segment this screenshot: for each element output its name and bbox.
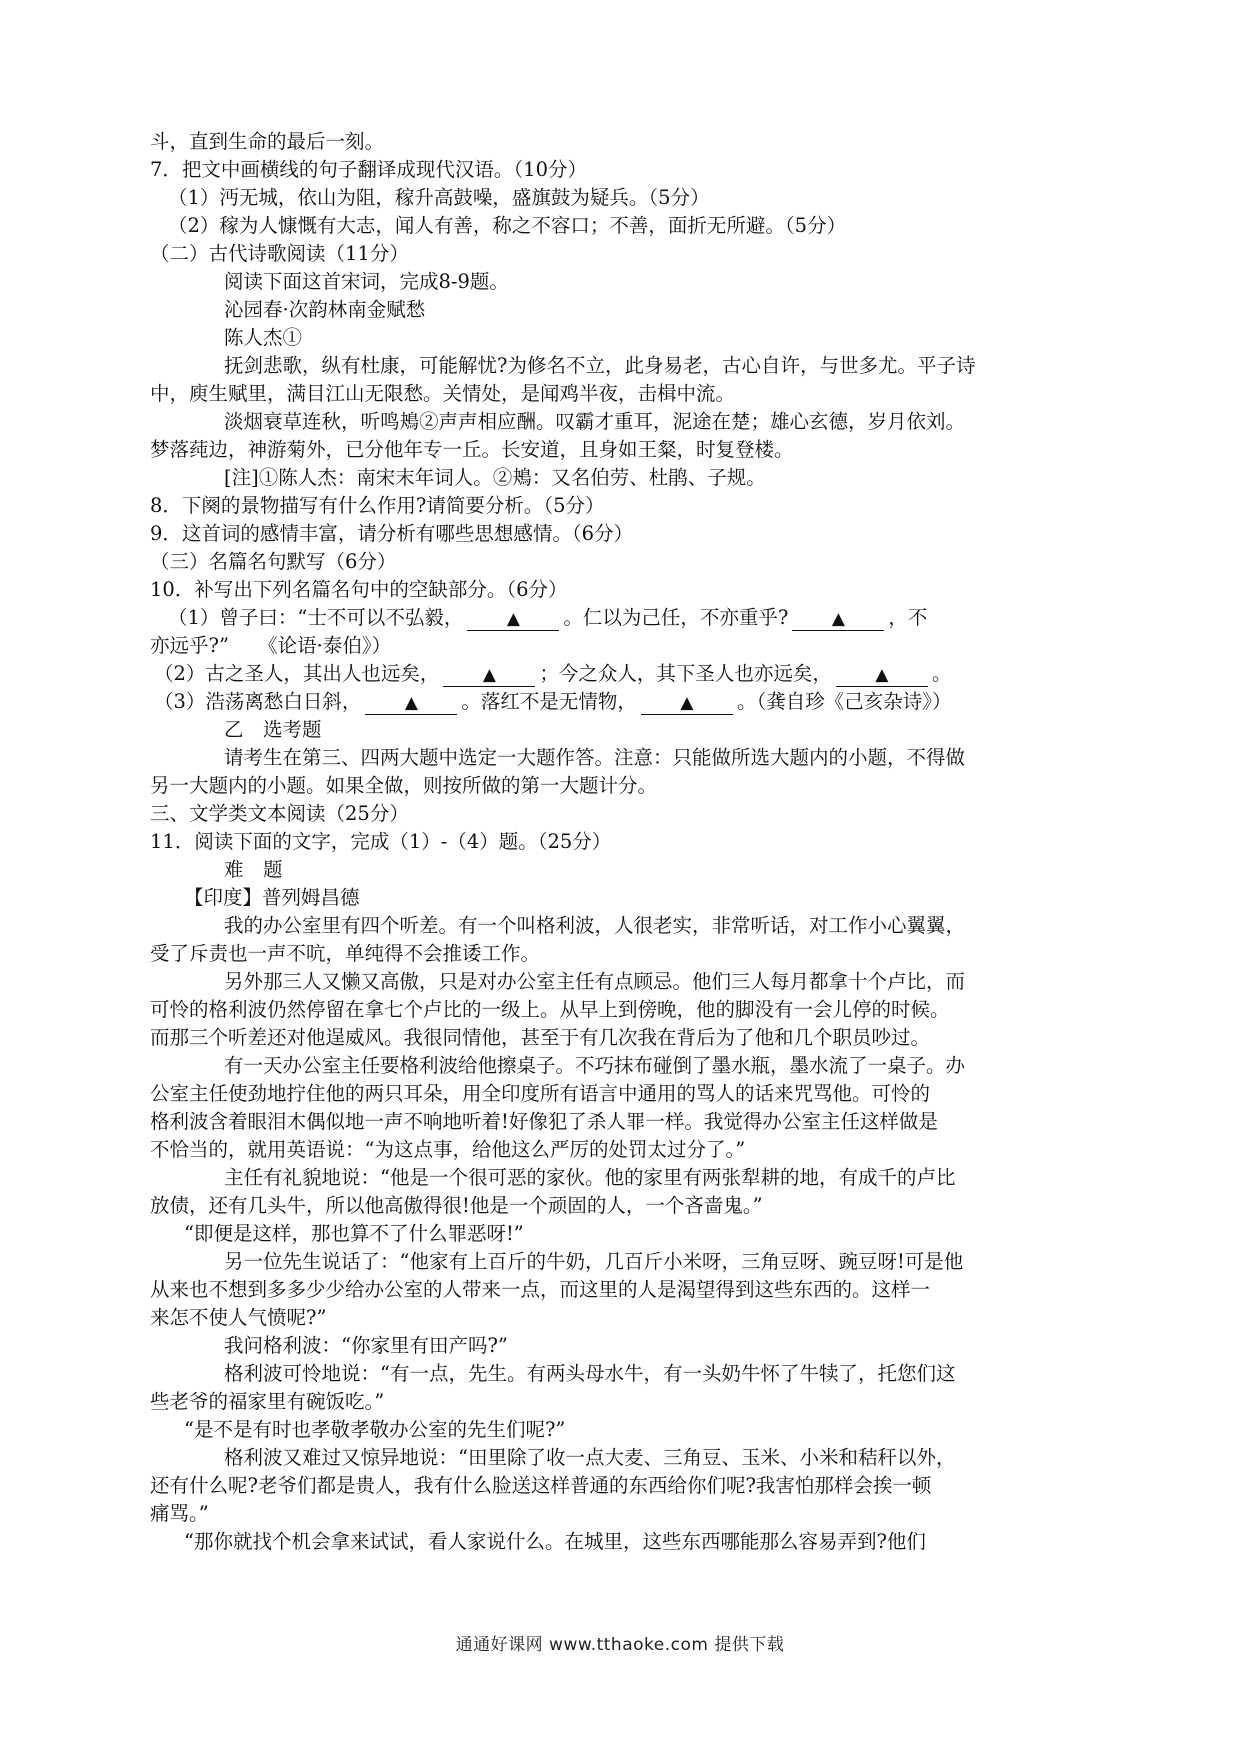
text-line: 从来也不想到多多少少给办公室的人带来一点，而这里的人是渴望得到这些东西的。这样一: [150, 1278, 931, 1301]
text-line: 淡烟衰草连秋，听鸣鴂②声声相应酬。叹霸才重耳，泥途在楚；雄心玄德，岁月依刘。: [224, 410, 966, 433]
text-line: 主任有礼貌地说：“他是一个很可恶的家伙。他的家里有两张犁耕的地，有成千的卢比: [224, 1166, 956, 1189]
answer-blank: ▲: [467, 608, 559, 631]
text-line: 抚剑悲歌，纵有杜康，可能解忧?为修名不立，此身易老，古心自许，与世多尤。平子诗: [224, 354, 976, 377]
document-body: [150, 128, 1070, 1556]
text-line: 放债，还有几头牛，所以他高傲得很!他是一个顽固的人，一个吝啬鬼。”: [150, 1194, 763, 1217]
text-line: 我的办公室里有四个听差。有一个叫格利波，人很老实，非常听话，对工作小心翼翼，: [224, 914, 966, 937]
text-line: 10．补写出下列名篇名句中的空缺部分。（6分）: [150, 578, 568, 601]
text-line: 斗，直到生命的最后一刻。: [150, 130, 385, 153]
text-line: 可怜的格利波仍然停留在拿七个卢比的一级上。从早上到傍晚，他的脚没有一会儿停的时候。: [150, 998, 950, 1021]
text-line: 7．把文中画横线的句子翻译成现代汉语。（10分）: [150, 158, 587, 181]
fill-line-1a: （1）曾子曰：“士不可以不弘毅， ▲ 。仁以为己任，不亦重乎? ▲ ，不: [168, 606, 928, 629]
text-line: 来怎不使人气愤呢?”: [150, 1306, 327, 1329]
text-line: （1）沔无城，依山为阻，稼升高鼓噪，盛旗鼓为疑兵。（5分）: [168, 186, 710, 209]
fill-question-3: （3）浩荡离愁白日斜， ▲ 。落红不是无情物， ▲ 。（龚自珍《己亥杂诗》）: [154, 690, 952, 713]
text-line: 另一位先生说话了：“他家有上百斤的牛奶，几百斤小米呀，三角豆呀、豌豆呀!可是他: [224, 1250, 964, 1273]
text-block-upper: [150, 128, 1070, 604]
text-line: 痛骂。”: [150, 1502, 209, 1525]
text-line: 有一天办公室主任要格利波给他擦桌子。不巧抹布碰倒了墨水瓶，墨水流了一桌子。办: [224, 1054, 966, 1077]
text-line: 中，庾生赋里，满目江山无限愁。关情处，是闻鸡半夜，击楫中流。: [150, 382, 736, 405]
text-line: 9．这首词的感情丰富，请分析有哪些思想感情。（6分）: [150, 522, 634, 545]
fill-in-question-1: [150, 604, 1070, 660]
page-footer: 通通好课网 www.tthaoke.com 提供下载: [455, 1635, 785, 1655]
text-line: 请考生在第三、四两大题中选定一大题作答。注意：只能做所选大题内的小题，不得做: [224, 746, 966, 769]
fill-question-2: （2）古之圣人，其出人也远矣， ▲ ；今之众人，其下圣人也亦远矣， ▲ 。: [154, 662, 952, 685]
text-line: 乙 选考题: [224, 718, 322, 741]
text-line: 三、文学类文本阅读（25分）: [150, 802, 409, 825]
answer-blank: ▲: [836, 664, 928, 687]
text-line: 还有什么呢?老爷们都是贵人，我有什么脸送这样普通的东西给你们呢?我害怕那样会挨一顿: [150, 1474, 932, 1497]
text-line: 沁园春·次韵林南金赋愁: [224, 298, 426, 321]
text-line: “是不是有时也孝敬孝敬办公室的先生们呢?”: [184, 1418, 566, 1441]
answer-blank: ▲: [443, 664, 535, 687]
answer-blank: ▲: [792, 608, 884, 631]
text-line: 受了斥责也一声不吭，单纯得不会推诿工作。: [150, 942, 541, 965]
text-line: （三）名篇名句默写（6分）: [150, 550, 397, 573]
text-line: 不恰当的，就用英语说：“为这点事，给他这么严厉的处罚太过分了。”: [150, 1138, 746, 1161]
text-line: 11．阅读下面的文字，完成（1）-（4）题。（25分）: [150, 830, 612, 853]
text-line: （2）稼为人慷慨有大志，闻人有善，称之不容口；不善，面折无所避。（5分）: [168, 214, 847, 237]
text-line: 格利波可怜地说：“有一点，先生。有两头母水牛，有一头奶牛怀了牛犊了，托您们这: [224, 1362, 956, 1385]
text-line: 另外那三人又懒又高傲，只是对办公室主任有点顾忌。他们三人每月都拿十个卢比，而: [224, 970, 966, 993]
text-line: [注]①陈人杰：南宋末年词人。②鴂：又名伯劳、杜鹃、子规。: [224, 466, 766, 489]
text-line: 些老爷的福家里有碗饭吃。”: [150, 1390, 385, 1413]
text-line: （二）古代诗歌阅读（11分）: [150, 242, 409, 265]
answer-blank: ▲: [641, 692, 733, 715]
text-line: 【印度】普列姆昌德: [184, 886, 360, 909]
text-line: 而那三个听差还对他逞威风。我很同情他，甚至于有几次我在背后为了他和几个职员吵过。: [150, 1026, 931, 1049]
text-line: “即便是这样，那也算不了什么罪恶呀!”: [184, 1222, 524, 1245]
text-line: 陈人杰①: [224, 326, 303, 349]
text-block-lower: [150, 716, 1070, 1556]
text-line: 格利波又难过又惊异地说：“田里除了收一点大麦、三角豆、玉米、小米和秸秆以外，: [224, 1446, 956, 1469]
answer-blank: ▲: [365, 692, 457, 715]
text-line: 我问格利波：“你家里有田产吗?”: [224, 1334, 508, 1357]
text-line: “那你就找个机会拿来试试，看人家说什么。在城里，这些东西哪能那么容易弄到?他们: [184, 1530, 926, 1553]
text-line: 阅读下面这首宋词，完成8-9题。: [224, 270, 509, 293]
text-line: 公室主任使劲地拧住他的两只耳朵，用全印度所有语言中通用的骂人的话来咒骂他。可怜的: [150, 1082, 931, 1105]
text-line: 梦落莼边，神游菊外，已分他年专一丘。长安道，且身如王粲，时复登楼。: [150, 438, 794, 461]
text-line: 难 题: [224, 858, 283, 881]
text-line: 格利波含着眼泪木偶似地一声不响地听着!好像犯了杀人罪一样。我觉得办公室主任这样做是: [150, 1110, 938, 1133]
text-line: 8．下阕的景物描写有什么作用?请简要分析。（5分）: [150, 494, 605, 517]
text-line: 另一大题内的小题。如果全做，则按所做的第一大题计分。: [150, 774, 658, 797]
fill-line-1b: 亦远乎?” 《论语·泰伯》）: [150, 634, 392, 657]
